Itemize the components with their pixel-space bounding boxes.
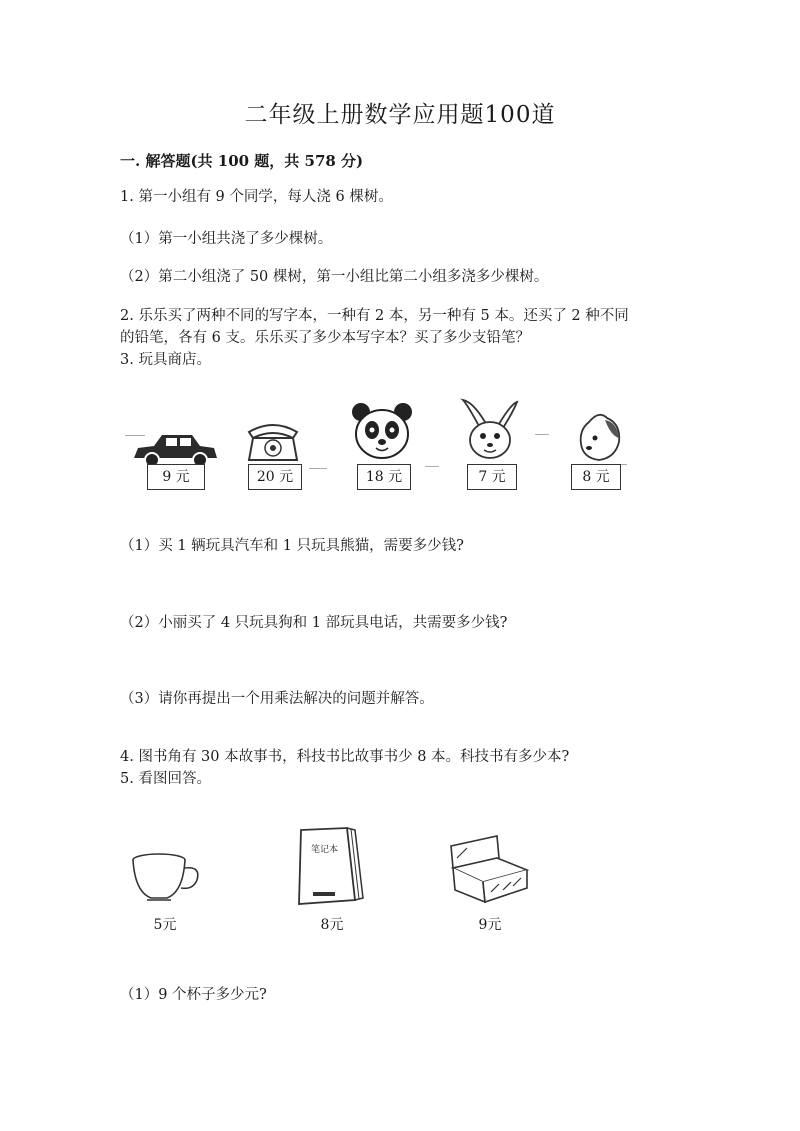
pencil-box-price: 9元 [478, 917, 502, 933]
toy-telephone-icon [243, 420, 303, 464]
pencil-box-icon [443, 834, 529, 904]
price-tag-car: 9 元 [147, 464, 205, 490]
page-title: 二年级上册数学应用题100道 [244, 102, 556, 128]
notebook-price: 8元 [320, 917, 344, 933]
question-2-line-2: 的铅笔，各有 6 支。乐乐买了多少本写字本？买了多少支铅笔？ [120, 330, 530, 346]
question-1-part-1: （1）第一小组共浇了多少棵树。 [120, 231, 333, 247]
question-3-part-1: （1）买 1 辆玩具汽车和 1 只玩具熊猫，需要多少钱? [120, 538, 464, 554]
toy-dog-icon [575, 408, 625, 464]
question-2-line-1: 2. 乐乐买了两种不同的写字本，一种有 2 本，另一种有 5 本。还买了 2 种不同 [120, 308, 629, 324]
question-5-stem: 5. 看图回答。 [120, 771, 211, 787]
question-1-stem: 1. 第一小组有 9 个同学，每人浇 6 棵树。 [120, 189, 393, 205]
toy-panda-icon [351, 402, 413, 464]
price-tag-telephone: 20 元 [248, 464, 302, 490]
toy-rabbit-icon [459, 398, 521, 464]
question-1-part-2: （2）第二小组浇了 50 棵树，第一小组比第二小组多浇多少棵树。 [120, 269, 549, 285]
toy-shop-figure [125, 398, 635, 498]
question-3-part-2: （2）小丽买了 4 只玩具狗和 1 部玩具电话，共需要多少钱? [120, 615, 508, 631]
price-tag-rabbit: 7 元 [467, 464, 517, 490]
notebook-icon [295, 826, 365, 906]
cup-price: 5元 [153, 917, 177, 933]
question-4-stem: 4. 图书角有 30 本故事书，科技书比故事书少 8 本。科技书有多少本? [120, 749, 570, 765]
question-3-part-3: （3）请你再提出一个用乘法解决的问题并解答。 [120, 691, 434, 707]
question-5-part-1: （1）9 个杯子多少元? [120, 987, 267, 1003]
cup-icon [131, 852, 203, 904]
section-heading: 一. 解答题(共 100 题，共 578 分) [120, 152, 364, 170]
notebook-cover-text: 笔记本 [311, 845, 339, 855]
price-tag-panda: 18 元 [357, 464, 411, 490]
price-tag-dog: 8 元 [571, 464, 621, 490]
question-3-stem: 3. 玩具商店。 [120, 352, 211, 368]
goods-figure [125, 826, 545, 936]
